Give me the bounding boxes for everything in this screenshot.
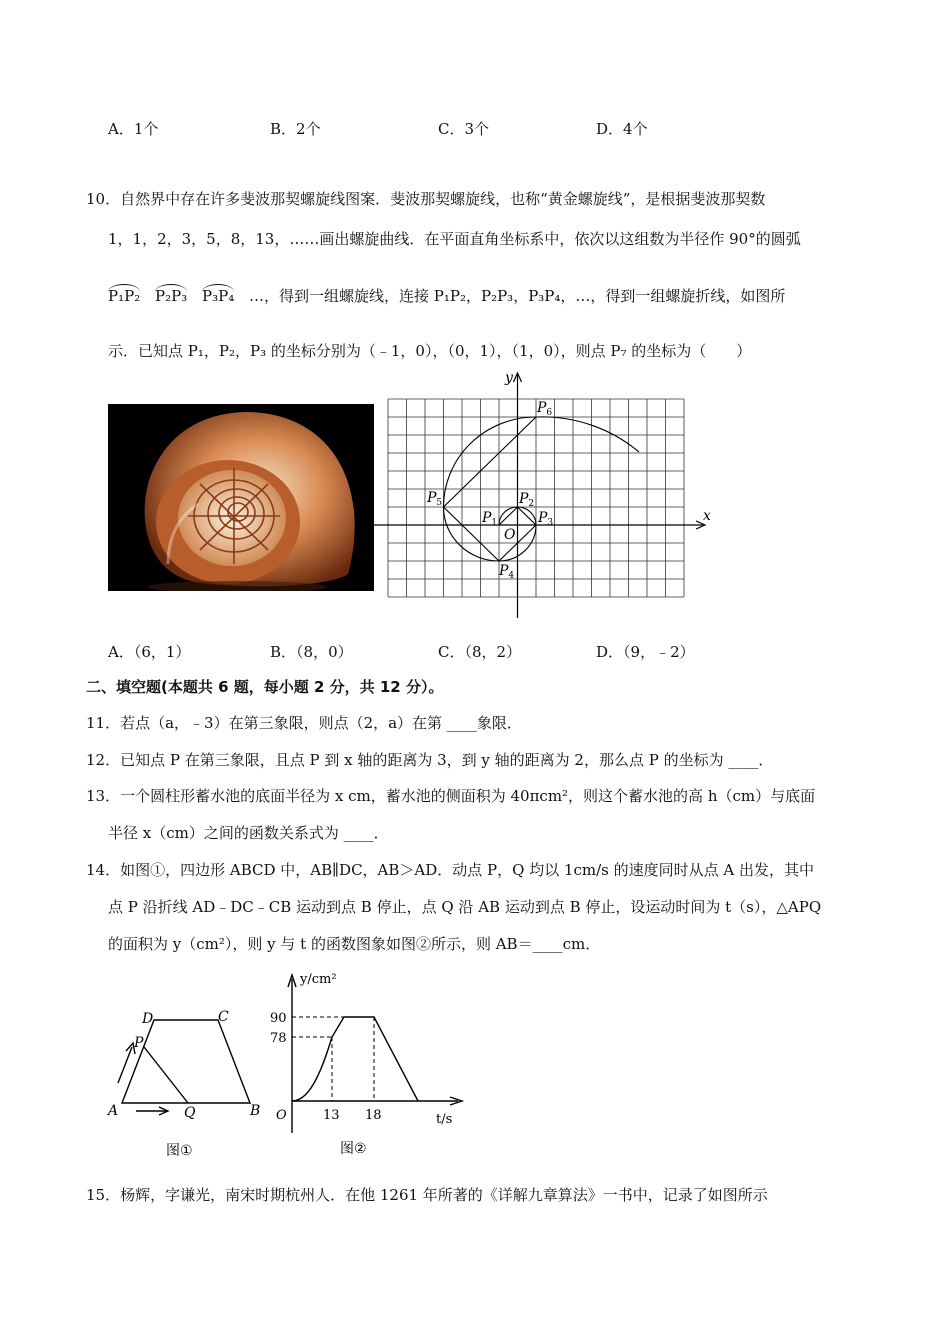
q10-line1: 10．自然界中存在许多斐波那契螺旋线图案．斐波那契螺旋线，也称“黄金螺旋线”，是根据斐波那契数 bbox=[86, 190, 766, 208]
spiral-graph bbox=[373, 370, 718, 620]
fig2-caption: 图② bbox=[340, 1141, 367, 1157]
nautilus-shell-image bbox=[108, 404, 374, 591]
arc-label-1: P₁P₂ bbox=[108, 284, 140, 305]
graph-p4-label: $P_4$ bbox=[499, 563, 515, 581]
q9-option-c: C．3个 bbox=[438, 120, 490, 138]
q10-line3 bbox=[108, 284, 795, 306]
graph-p1-label: $P_1$ bbox=[482, 510, 498, 528]
graph-x-label: x bbox=[703, 508, 711, 524]
fig2-x-label: t/s bbox=[436, 1112, 453, 1127]
q9-option-d: D．4个 bbox=[596, 120, 648, 138]
fig1-label-q: Q bbox=[184, 1105, 196, 1121]
fig2-origin: O bbox=[276, 1108, 287, 1123]
question-15: 15．杨辉，字谦光，南宋时期杭州人．在他 1261 年所著的《详解九章算法》一书中，记录了如图所示 bbox=[86, 1186, 768, 1204]
arc-label-2: P₂P₃ bbox=[155, 284, 187, 305]
fig2-tick-13: 13 bbox=[323, 1108, 340, 1123]
fig2-y-label: y/cm² bbox=[300, 972, 337, 987]
fig1-label-b: B bbox=[250, 1103, 261, 1119]
graph-p5-label: $P_5$ bbox=[427, 490, 443, 508]
q10-option-c: C．（8，2） bbox=[438, 643, 522, 661]
q10-option-b: B．（8，0） bbox=[270, 643, 353, 661]
graph-p6-label: $P_6$ bbox=[537, 400, 553, 418]
graph-origin-label: O bbox=[504, 527, 516, 543]
question-12: 12．已知点 P 在第三象限，且点 P 到 x 轴的距离为 3，到 y 轴的距离为 2，那么点 P 的坐标为 ____． bbox=[86, 751, 774, 769]
q9-option-b: B．2个 bbox=[270, 120, 321, 138]
fig1-label-d: D bbox=[142, 1011, 154, 1027]
question-14-line1: 14．如图①，四边形 ABCD 中，AB∥DC，AB＞AD．动点 P，Q 均以 1cm/s 的速度同时从点 A 出发，其中 bbox=[86, 861, 815, 879]
graph-y-label: y bbox=[505, 370, 513, 386]
arc-label-3: P₃P₄ bbox=[202, 284, 234, 305]
fig2-tick-78: 78 bbox=[270, 1031, 287, 1046]
graph-p2-label: $P_2$ bbox=[519, 491, 535, 509]
fig1-caption: 图① bbox=[166, 1143, 193, 1159]
q9-option-a: A．1个 bbox=[108, 120, 159, 138]
fig1-label-c: C bbox=[218, 1009, 229, 1025]
q10-line4: 示．已知点 P₁，P₂，P₃ 的坐标分别为（﹣1，0），（0，1），（1，0），则点 P₇ 的坐标为（ ） bbox=[108, 342, 752, 360]
question-14-line2: 点 P 沿折线 AD﹣DC﹣CB 运动到点 B 停止，点 Q 沿 AB 运动到点 B 停止，设运动时间为 t（s），△APQ bbox=[108, 898, 822, 916]
figure-1-trapezoid bbox=[104, 1005, 274, 1165]
q10-option-d: D．（9，﹣2） bbox=[596, 643, 695, 661]
graph-p3-label: $P_3$ bbox=[538, 510, 554, 528]
fig1-label-a: A bbox=[108, 1103, 119, 1119]
fig2-tick-18: 18 bbox=[365, 1108, 382, 1123]
question-13-line1: 13．一个圆柱形蓄水池的底面半径为 x cm，蓄水池的侧面积为 40πcm²，则这个蓄水池的高 h（cm）与底面 bbox=[86, 787, 816, 805]
q10-line3-rest: …，得到一组螺旋线，连接 P₁P₂，P₂P₃，P₃P₄，…，得到一组螺旋折线，如图所 bbox=[249, 287, 786, 305]
fig1-label-p: P bbox=[134, 1035, 144, 1051]
figure-2-graph bbox=[268, 965, 468, 1165]
question-14-line3: 的面积为 y（cm²），则 y 与 t 的函数图象如图②所示，则 AB＝____cm． bbox=[108, 935, 601, 953]
question-11: 11．若点（a，﹣3）在第三象限，则点（2，a）在第 ____象限． bbox=[86, 714, 522, 732]
question-13-line2: 半径 x（cm）之间的函数关系式为 ____． bbox=[108, 824, 389, 842]
fig2-tick-90: 90 bbox=[270, 1011, 287, 1026]
q10-option-a: A．（6，1） bbox=[108, 643, 191, 661]
section-2-heading: 二、填空题(本题共 6 题，每小题 2 分，共 12 分）。 bbox=[86, 678, 444, 696]
q10-line2: 1，1，2，3，5，8，13，……画出螺旋曲线．在平面直角坐标系中，依次以这组数为半径作 90°的圆弧 bbox=[108, 230, 801, 248]
